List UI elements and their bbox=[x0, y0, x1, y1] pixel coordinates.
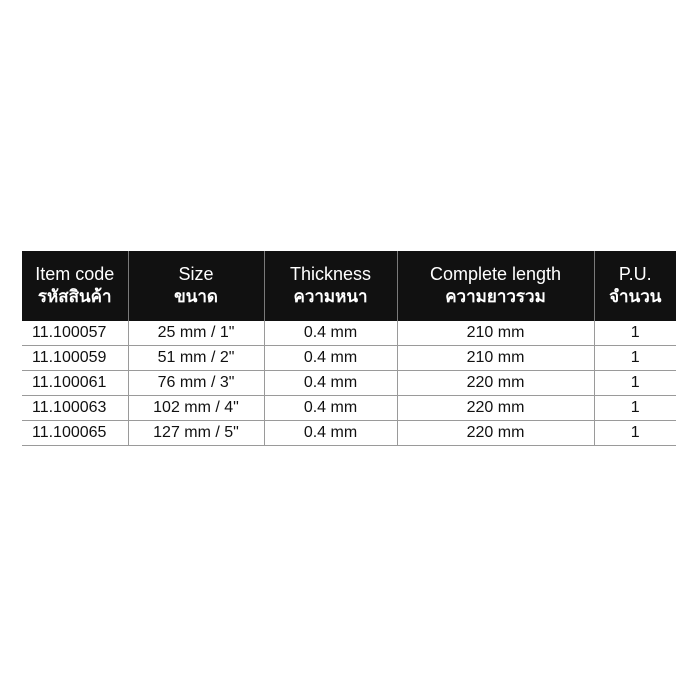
header-item-code bbox=[22, 251, 128, 321]
table-row bbox=[22, 396, 676, 421]
cell-item-code: 11.100065 bbox=[22, 421, 128, 446]
header-label-en: Item code bbox=[35, 264, 115, 284]
cell-pu: 1 bbox=[594, 371, 676, 396]
cell-size: 25 mm / 1" bbox=[128, 321, 264, 346]
cell-complete-length: 220 mm bbox=[397, 371, 594, 396]
header-label-th: รหัสสินค้า bbox=[37, 287, 112, 306]
cell-size: 127 mm / 5" bbox=[128, 421, 264, 446]
cell-complete-length: 220 mm bbox=[397, 421, 594, 446]
cell-item-code: 11.100063 bbox=[22, 396, 128, 421]
cell-pu: 1 bbox=[594, 421, 676, 446]
cell-size: 76 mm / 3" bbox=[128, 371, 264, 396]
header-label-th: ขนาด bbox=[174, 287, 218, 306]
table-row bbox=[22, 321, 676, 346]
cell-thickness: 0.4 mm bbox=[264, 346, 397, 371]
header-thickness bbox=[264, 251, 397, 321]
cell-size: 102 mm / 4" bbox=[128, 396, 264, 421]
header-label-th: จำนวน bbox=[609, 287, 662, 306]
header-complete-length bbox=[397, 251, 594, 321]
cell-thickness: 0.4 mm bbox=[264, 396, 397, 421]
table-row bbox=[22, 346, 676, 371]
cell-pu: 1 bbox=[594, 396, 676, 421]
header-row bbox=[22, 251, 676, 321]
header-size bbox=[128, 251, 264, 321]
cell-complete-length: 210 mm bbox=[397, 346, 594, 371]
header-pu bbox=[594, 251, 676, 321]
cell-complete-length: 210 mm bbox=[397, 321, 594, 346]
header-label-th: ความยาวรวม bbox=[445, 287, 546, 306]
cell-thickness: 0.4 mm bbox=[264, 371, 397, 396]
header-label-en: Complete length bbox=[429, 264, 562, 284]
product-spec-table bbox=[22, 251, 676, 446]
cell-thickness: 0.4 mm bbox=[264, 421, 397, 446]
cell-item-code: 11.100057 bbox=[22, 321, 128, 346]
table-body bbox=[22, 321, 676, 446]
cell-size: 51 mm / 2" bbox=[128, 346, 264, 371]
table-header bbox=[22, 251, 676, 321]
cell-thickness: 0.4 mm bbox=[264, 321, 397, 346]
cell-item-code: 11.100061 bbox=[22, 371, 128, 396]
cell-complete-length: 220 mm bbox=[397, 396, 594, 421]
cell-pu: 1 bbox=[594, 346, 676, 371]
header-label-en: P.U. bbox=[618, 264, 652, 284]
cell-pu: 1 bbox=[594, 321, 676, 346]
header-label-en: Size bbox=[178, 264, 214, 284]
header-label-th: ความหนา bbox=[293, 287, 368, 306]
table-row bbox=[22, 421, 676, 446]
cell-item-code: 11.100059 bbox=[22, 346, 128, 371]
table-row bbox=[22, 371, 676, 396]
header-label-en: Thickness bbox=[289, 264, 372, 284]
